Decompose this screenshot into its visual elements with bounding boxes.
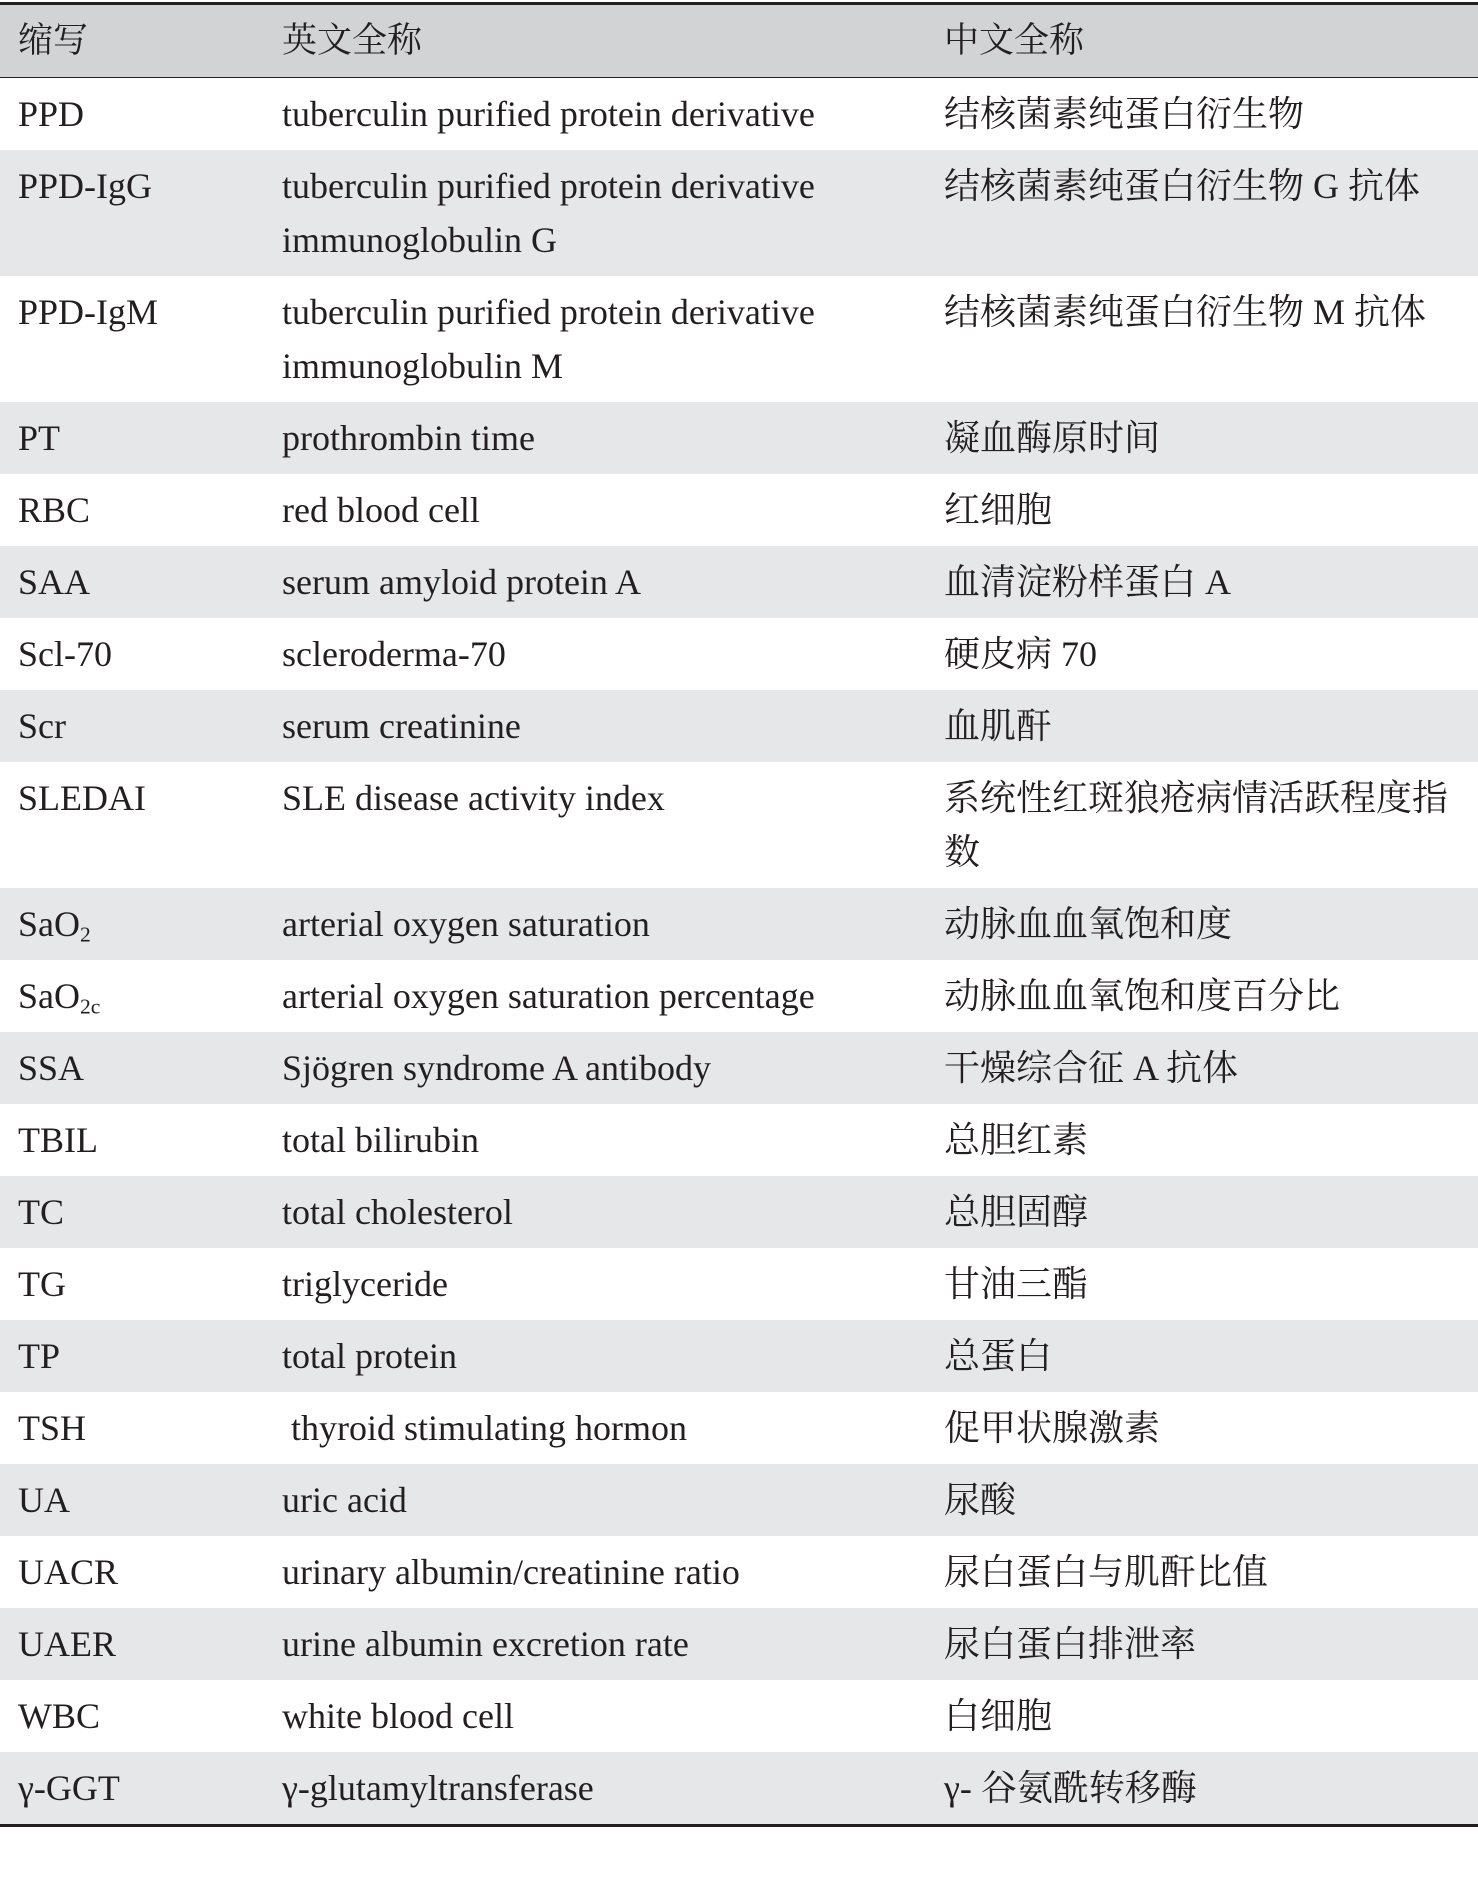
table-row	[0, 1680, 1478, 1752]
abbreviation-cell: UAER	[0, 1608, 262, 1680]
chinese-name-cell: 结核菌素纯蛋白衍生物 M 抗体	[944, 292, 1427, 332]
english-name-cell: total bilirubin	[282, 1120, 479, 1160]
table-row	[0, 1176, 1478, 1248]
table-row	[0, 474, 1478, 546]
abbreviation-subscript: 2c	[80, 994, 101, 1019]
chinese-name-cell: 尿白蛋白与肌酐比值	[944, 1552, 1269, 1592]
abbreviation-cell: UACR	[18, 1552, 119, 1592]
chinese-name-cell: 尿白蛋白排泄率	[924, 1608, 1478, 1680]
table-row	[0, 1248, 1478, 1320]
english-name-cell: thyroid stimulating hormon	[282, 1408, 687, 1448]
chinese-name-cell: 红细胞	[944, 490, 1053, 530]
chinese-name-cell: 总蛋白	[924, 1320, 1478, 1392]
table-row	[0, 762, 1478, 888]
english-name-cell: triglyceride	[282, 1264, 448, 1304]
chinese-name-cell: 白细胞	[944, 1696, 1053, 1736]
table-row	[0, 276, 1478, 402]
chinese-name-cell: 尿酸	[924, 1464, 1478, 1536]
english-name-cell: red blood cell	[282, 490, 480, 530]
chinese-name-cell: 促甲状腺激素	[944, 1408, 1161, 1448]
chinese-name-cell: 总胆红素	[944, 1120, 1089, 1160]
abbreviation-cell: SAA	[0, 546, 262, 618]
chinese-name-cell: 结核菌素纯蛋白衍生物 G 抗体	[924, 150, 1478, 276]
table-row	[0, 690, 1478, 762]
abbreviation-base: SaO	[18, 904, 80, 944]
english-name-cell: SLE disease activity index	[282, 778, 665, 818]
english-name-cell: tuberculin purified protein derivative	[282, 94, 815, 134]
chinese-name-cell: 凝血酶原时间	[924, 402, 1478, 474]
english-name-cell: urinary albumin/creatinine ratio	[282, 1552, 740, 1592]
abbreviation-base: SaO	[18, 976, 80, 1016]
table-row	[0, 402, 1478, 474]
english-name-cell: tuberculin purified protein derivative immunoglobulin G	[262, 150, 924, 276]
english-name-cell: arterial oxygen saturation percentage	[282, 976, 815, 1016]
abbreviation-subscript: 2	[80, 922, 91, 947]
table-row	[0, 888, 1478, 960]
table-row	[0, 1608, 1478, 1680]
abbreviation-cell: PPD-IgM	[18, 292, 159, 332]
abbreviation-cell: γ-GGT	[0, 1752, 262, 1826]
table-row	[0, 618, 1478, 690]
header-row	[0, 4, 1478, 78]
chinese-name-cell: 动脉血血氧饱和度	[924, 888, 1478, 960]
table-row	[0, 1752, 1478, 1826]
chinese-name-cell: γ- 谷氨酰转移酶	[924, 1752, 1478, 1826]
abbreviation-cell: WBC	[18, 1696, 101, 1736]
abbreviation-cell: PT	[0, 402, 262, 474]
abbreviation-cell	[0, 888, 262, 960]
abbreviation-cell: PPD	[18, 94, 85, 134]
chinese-name-cell: 甘油三酯	[944, 1264, 1089, 1304]
table-row	[0, 78, 1478, 151]
table-row	[0, 1536, 1478, 1608]
abbreviation-cell: Scr	[0, 690, 262, 762]
chinese-name-cell: 干燥综合征 A 抗体	[924, 1032, 1478, 1104]
table-row	[0, 1392, 1478, 1464]
chinese-name-cell: 血肌酐	[924, 690, 1478, 762]
abbreviation-cell: TBIL	[18, 1120, 98, 1160]
abbreviation-table	[0, 2, 1478, 1827]
english-name-cell: tuberculin purified protein derivative immunoglobulin M	[282, 292, 815, 386]
table-row	[0, 1464, 1478, 1536]
english-name-cell: total cholesterol	[262, 1176, 924, 1248]
table-row	[0, 1032, 1478, 1104]
chinese-name-cell: 结核菌素纯蛋白衍生物	[944, 94, 1305, 134]
chinese-name-cell: 总胆固醇	[924, 1176, 1478, 1248]
table-row	[0, 960, 1478, 1032]
table-row	[0, 150, 1478, 276]
english-name-cell: serum creatinine	[262, 690, 924, 762]
abbreviation-cell: SSA	[0, 1032, 262, 1104]
table-row	[0, 1104, 1478, 1176]
table-body	[0, 78, 1478, 1826]
abbreviation-cell: TG	[18, 1264, 66, 1304]
header-chinese-name: 中文全称	[924, 4, 1478, 78]
english-name-cell: arterial oxygen saturation	[262, 888, 924, 960]
english-name-cell: urine albumin excretion rate	[262, 1608, 924, 1680]
abbreviation-cell: SLEDAI	[18, 778, 146, 818]
english-name-cell: white blood cell	[282, 1696, 514, 1736]
abbreviation-cell: Scl-70	[18, 634, 112, 674]
english-name-cell: Sjögren syndrome A antibody	[262, 1032, 924, 1104]
english-name-cell: γ-glutamyltransferase	[262, 1752, 924, 1826]
english-name-cell: scleroderma-70	[282, 634, 506, 674]
abbreviation-cell: TC	[0, 1176, 262, 1248]
english-name-cell: uric acid	[262, 1464, 924, 1536]
table-row	[0, 1320, 1478, 1392]
header-english-name: 英文全称	[262, 4, 924, 78]
chinese-name-cell: 系统性红斑狼疮病情活跃程度指数	[944, 778, 1449, 872]
chinese-name-cell: 血清淀粉样蛋白 A	[924, 546, 1478, 618]
table-row	[0, 546, 1478, 618]
chinese-name-cell: 硬皮病 70	[944, 634, 1098, 674]
english-name-cell: serum amyloid protein A	[262, 546, 924, 618]
chinese-name-cell: 动脉血血氧饱和度百分比	[944, 976, 1341, 1016]
english-name-cell: prothrombin time	[262, 402, 924, 474]
abbreviation-cell: UA	[0, 1464, 262, 1536]
abbreviation-cell: TP	[0, 1320, 262, 1392]
english-name-cell: total protein	[262, 1320, 924, 1392]
abbreviation-cell: RBC	[18, 490, 91, 530]
header-abbreviation: 缩写	[0, 4, 262, 78]
table-header	[0, 4, 1478, 78]
abbreviation-cell: PPD-IgG	[0, 150, 262, 276]
abbreviation-cell	[0, 960, 262, 1032]
abbreviation-cell: TSH	[18, 1408, 87, 1448]
